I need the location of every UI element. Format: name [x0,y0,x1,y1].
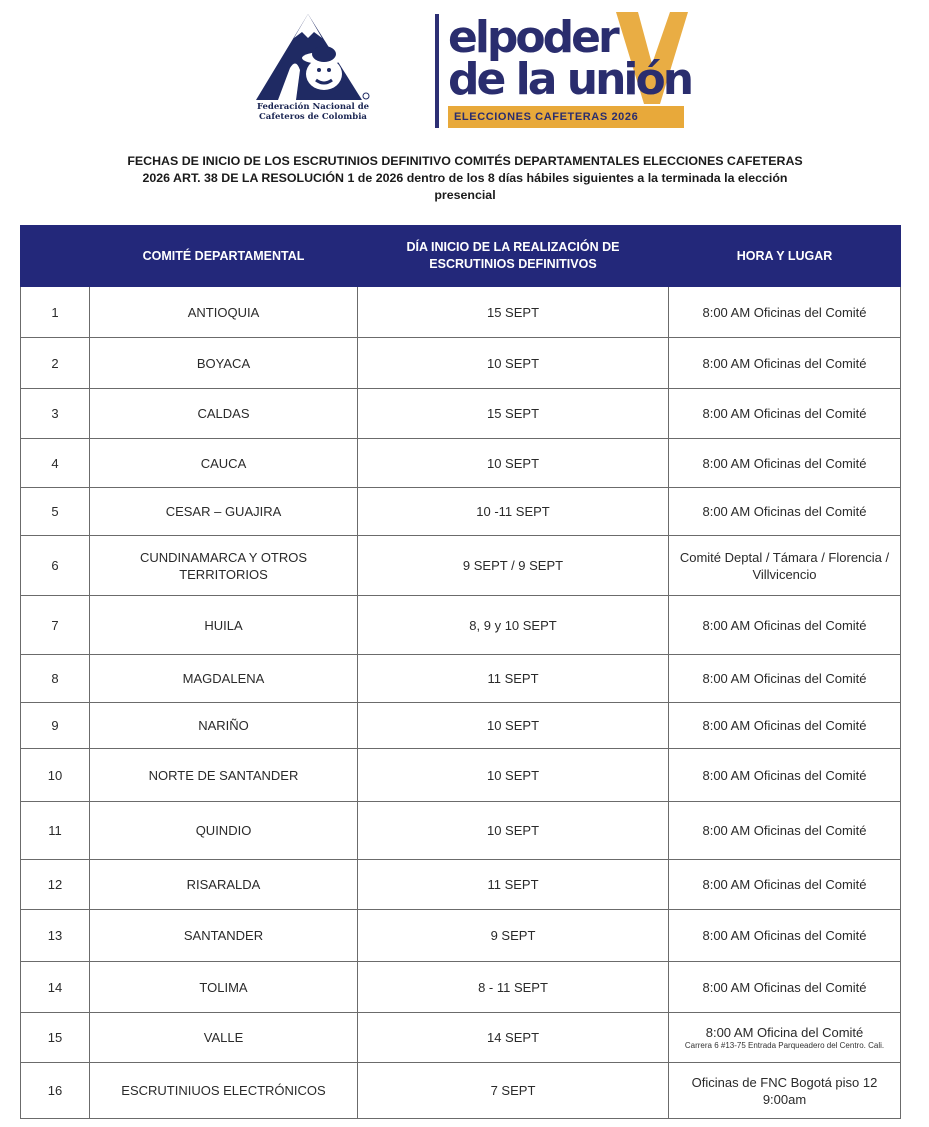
row-number-text: 5 [51,504,59,519]
row-hora [669,596,901,655]
campaign-logo [448,8,698,132]
row-comite-text: HUILA [204,617,243,633]
row-hora-text: 8:00 AM Oficinas del Comité [702,671,867,686]
row-hora-text: 8:00 AM Oficinas del Comité [702,617,867,633]
table-row [21,596,901,655]
fnc-logo [238,8,388,134]
row-dia [358,338,669,389]
campaign-band: ELECCIONES CAFETERAS 2026 [448,106,684,128]
row-dia-text: 10 SEPT [486,823,540,838]
table-row [21,287,901,338]
row-comite-text: BOYACA [196,355,251,371]
row-comite [90,703,358,749]
table-row [21,962,901,1013]
logo-divider [435,14,439,128]
row-comite-text: ESCRUTINIUOS ELECTRÓNICOS [121,1083,326,1098]
row-number-text: 3 [51,406,59,421]
row-dia [358,910,669,962]
row-dia-text: 10 SEPT [486,455,540,471]
row-hora-text: 8:00 AM Oficinas del Comité [702,355,867,371]
row-number [21,962,90,1013]
row-number-text: 8 [51,671,59,686]
table-row [21,536,901,596]
row-dia-text: 15 SEPT [486,406,540,421]
row-hora-text: 8:00 AM Oficinas del Comité [702,928,867,943]
table-row [21,749,901,802]
table-body [21,287,901,1119]
row-dia-text: 10 SEPT [486,355,540,371]
row-dia-text: 10 SEPT [486,767,540,783]
row-number-text: 7 [51,617,59,633]
row-comite [90,749,358,802]
row-hora-text: 8:00 AM Oficinas del Comité [702,767,867,783]
row-hora [669,802,901,860]
row-dia-text: 8 - 11 SEPT [478,979,548,995]
row-number [21,536,90,596]
row-hora-text: 8:00 AM Oficinas del Comité [702,304,867,320]
fnc-mountain-icon [238,8,388,104]
row-dia-text: 15 SEPT [486,304,540,320]
row-dia [358,1013,669,1063]
row-hora-text: 8:00 AM Oficina del Comité [705,1025,864,1040]
row-number [21,655,90,703]
row-comite [90,287,358,338]
row-hora [669,749,901,802]
row-number [21,703,90,749]
row-number [21,910,90,962]
row-number-text: 10 [47,767,63,783]
row-dia [358,596,669,655]
row-comite-text: CUNDINAMARCA Y OTROS TERRITORIOS [139,549,308,582]
row-hora-text: 8:00 AM Oficinas del Comité [702,406,867,421]
row-dia-text: 11 SEPT [487,877,539,892]
row-dia [358,488,669,536]
row-comite [90,910,358,962]
row-number [21,488,90,536]
row-number-text: 15 [47,1030,63,1045]
row-dia [358,389,669,439]
row-number [21,1063,90,1119]
row-comite [90,802,358,860]
row-number-text: 1 [51,304,59,320]
fnc-name-line1: Federación Nacional de [256,102,370,112]
row-dia-text: 8, 9 y 10 SEPT [469,617,557,633]
table-row [21,860,901,910]
row-comite-text: VALLE [203,1030,244,1045]
row-dia [358,749,669,802]
row-dia [358,860,669,910]
row-number-text: 14 [47,979,63,995]
row-comite-text: NARIÑO [198,718,249,733]
row-number [21,389,90,439]
row-comite-text: ANTIOQUIA [187,304,260,320]
table-row [21,439,901,488]
row-comite-text: TOLIMA [199,979,248,995]
row-number-text: 2 [51,355,59,371]
row-hora-text: 8:00 AM Oficinas del Comité [702,877,867,892]
row-hora [669,536,901,596]
campaign-line1: elpoder [448,12,617,63]
table-header-row [21,226,901,287]
heading-line1: FECHAS DE INICIO DE LOS ESCRUTINIOS DEFINITIVO COMITÉS DEPARTAMENTALES ELECCIONES CAFETERAS [127,154,803,168]
table-row [21,802,901,860]
row-number [21,802,90,860]
table-row [21,1013,901,1063]
row-dia-text: 9 SEPT [490,928,536,943]
row-comite [90,338,358,389]
row-number-text: 11 [48,823,62,838]
row-number [21,596,90,655]
row-number [21,287,90,338]
row-hora-text: 8:00 AM Oficinas del Comité [702,718,867,733]
row-hora-text: Comité Deptal / Támara / Florencia / Villvicencio [679,549,890,582]
row-hora [669,962,901,1013]
row-comite [90,488,358,536]
row-comite-text: CESAR – GUAJIRA [165,504,282,519]
row-hora [669,287,901,338]
row-hora [669,439,901,488]
row-dia [358,287,669,338]
row-comite [90,962,358,1013]
table-row [21,488,901,536]
row-comite-text: QUINDIO [195,823,252,838]
col-hora-header: HORA Y LUGAR [669,226,901,287]
row-comite-text: CALDAS [197,406,250,421]
col-dia-header: DÍA INICIO DE LA REALIZACIÓN DE ESCRUTINIOS DEFINITIVOS [358,226,669,287]
row-dia-text: 11 SEPT [487,671,539,686]
row-hora-text: 8:00 AM Oficinas del Comité [702,455,867,471]
row-hora [669,910,901,962]
row-number [21,439,90,488]
row-comite-text: SANTANDER [183,928,264,943]
campaign-line2: de la unión [448,54,692,105]
row-hora [669,703,901,749]
row-hora [669,1063,901,1119]
row-hora [669,488,901,536]
row-dia [358,439,669,488]
row-number [21,338,90,389]
row-number-text: 9 [51,718,59,733]
row-number [21,1013,90,1063]
row-hora-address: Carrera 6 #13-75 Entrada Parqueadero del Centro. Cali. [684,1041,885,1050]
col-number-header [21,226,90,287]
row-comite [90,1063,358,1119]
row-comite-text: RISARALDA [186,877,261,892]
table-row [21,338,901,389]
row-number [21,860,90,910]
row-dia [358,536,669,596]
row-comite-text: NORTE DE SANTANDER [148,767,299,783]
row-dia [358,962,669,1013]
document-heading [40,153,890,204]
row-dia-text: 10 SEPT [486,718,540,733]
row-dia-text: 9 SEPT / 9 SEPT [462,558,564,573]
row-hora [669,338,901,389]
row-hora [669,389,901,439]
row-comite [90,389,358,439]
table-row [21,1063,901,1119]
logos-header [0,0,929,145]
row-number-text: 6 [51,558,59,573]
table-row [21,910,901,962]
row-dia [358,703,669,749]
row-dia-text: 10 -11 SEPT [476,504,550,519]
row-dia [358,802,669,860]
col-comite-header: COMITÉ DEPARTAMENTAL [90,226,358,287]
row-number-text: 16 [47,1083,63,1098]
row-hora [669,655,901,703]
row-comite-text: CAUCA [200,455,247,471]
row-number-text: 13 [47,928,63,943]
row-hora [669,860,901,910]
row-number-text: 12 [47,877,63,892]
row-comite [90,860,358,910]
row-number [21,749,90,802]
row-hora [669,1013,901,1063]
table-row [21,389,901,439]
table-row [21,703,901,749]
row-number-text: 4 [51,455,59,471]
row-dia [358,1063,669,1119]
heading-line2: 2026 ART. 38 DE LA RESOLUCIÓN 1 de 2026 dentro de los 8 días hábiles siguientes a la terminada la elección [142,171,788,185]
row-hora-text: Oficinas de FNC Bogotá piso 12 9:00am [691,1074,878,1107]
row-comite [90,439,358,488]
row-comite [90,536,358,596]
fnc-name-line2: Cafeteros de Colombia [259,112,367,122]
row-hora-text: 8:00 AM Oficinas del Comité [702,979,867,995]
fnc-name [238,102,388,122]
row-dia-text: 14 SEPT [486,1030,540,1045]
table-row [21,655,901,703]
row-dia-text: 7 SEPT [490,1083,536,1098]
row-hora-text: 8:00 AM Oficinas del Comité [702,823,867,838]
row-comite [90,596,358,655]
row-comite [90,1013,358,1063]
row-comite-text: MAGDALENA [182,671,265,686]
row-hora-text: 8:00 AM Oficinas del Comité [702,504,867,519]
row-dia [358,655,669,703]
escrutinios-table [20,225,901,1119]
row-comite [90,655,358,703]
heading-line3: presencial [434,188,496,202]
